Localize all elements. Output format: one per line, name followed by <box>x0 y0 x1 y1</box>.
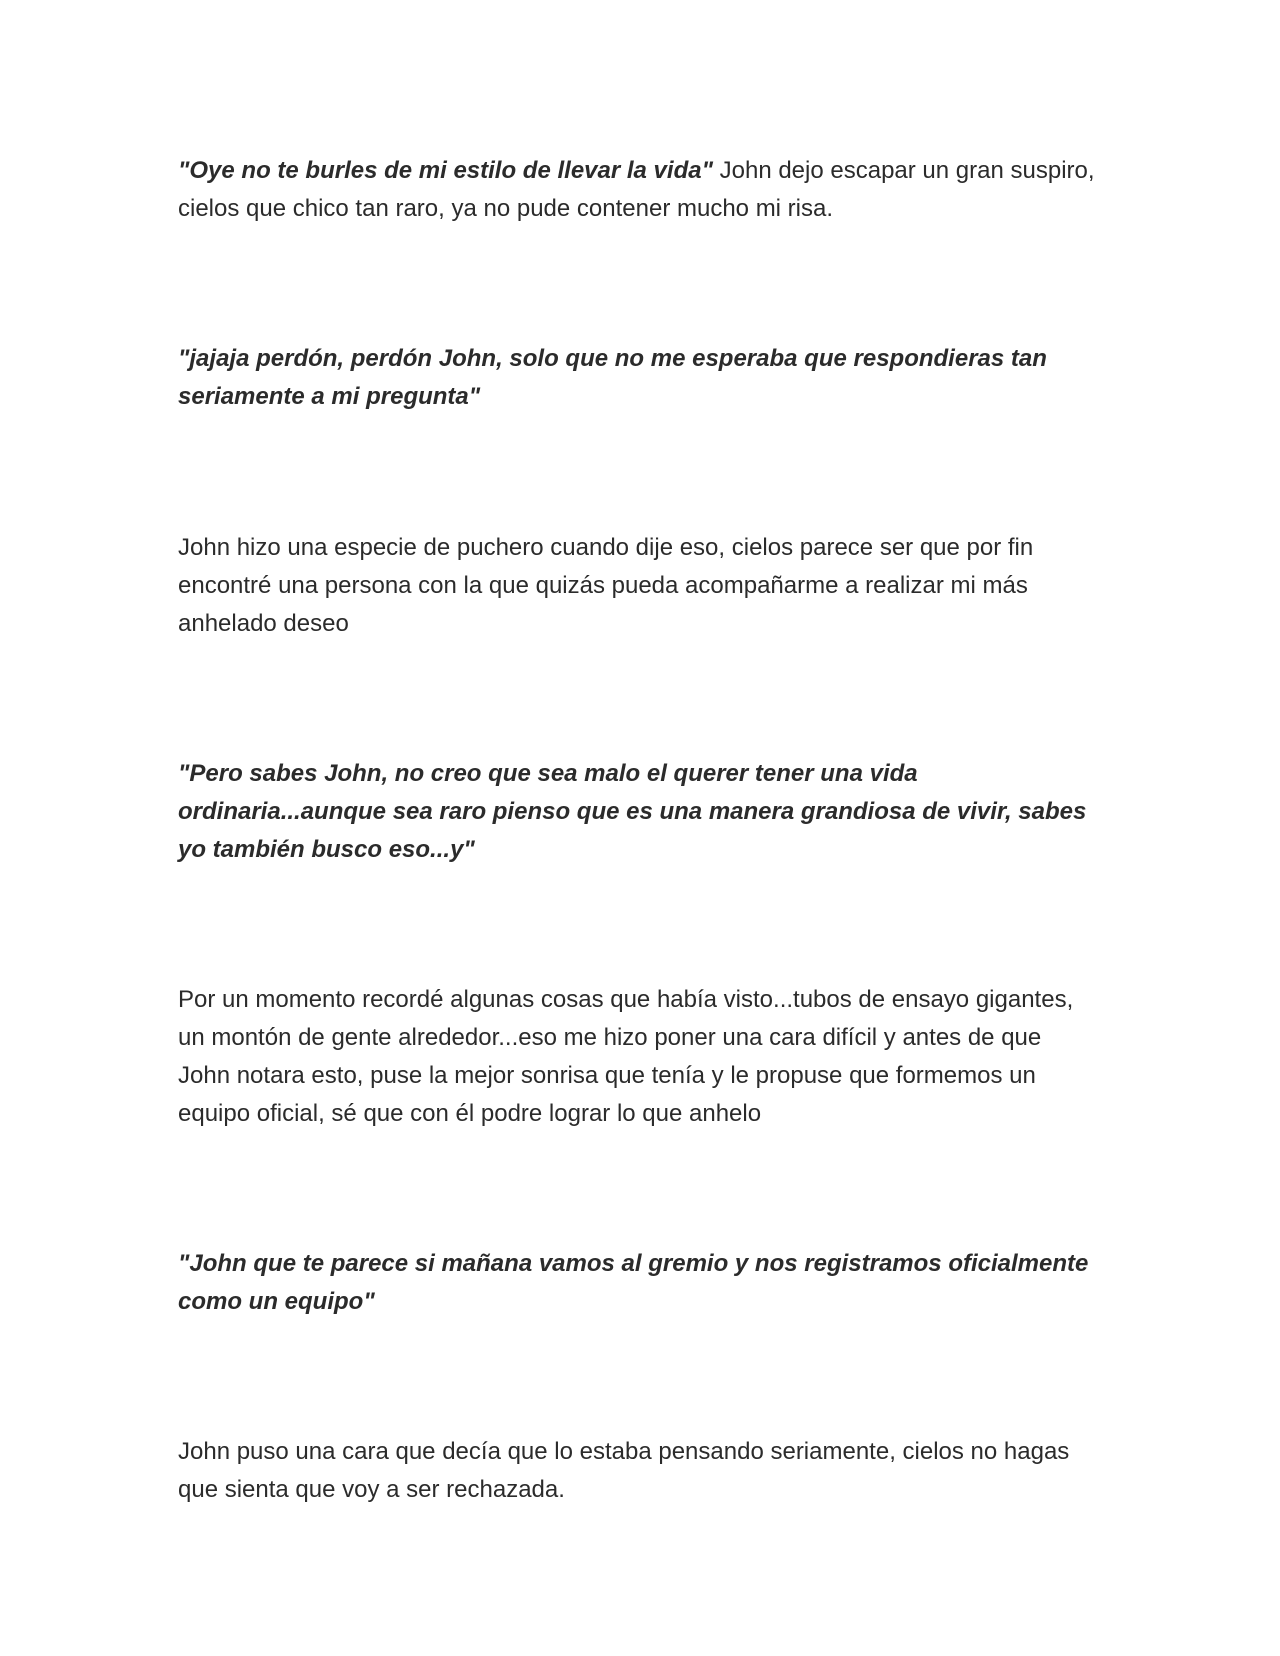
paragraph-6-dialogue: "John que te parece si mañana vamos al gremio y nos registramos oficialmente como un equipo" <box>178 1250 1089 1315</box>
dialogue-quote: "Oye no te burles de mi estilo de llevar la vida" <box>178 157 713 184</box>
paragraph-3-narration: John hizo una especie de puchero cuando dije eso, cielos parece ser que por fin encontré una persona con la que quizás pueda acompañarme a realizar mi más anhelado deseo <box>178 534 1034 637</box>
paragraph-7-narration: John puso una cara que decía que lo estaba pensando seriamente, cielos no hagas que sienta que voy a ser rechazada. <box>178 1438 1070 1503</box>
paragraph-1 <box>178 152 1098 228</box>
paragraph-2-dialogue: "jajaja perdón, perdón John, solo que no me esperaba que respondieras tan seriamente a mi pregunta" <box>178 345 1047 410</box>
narration-text: John dejo escapar un gran suspiro, cielos que chico tan raro, ya no pude contener mucho mi risa. <box>178 157 1095 222</box>
paragraph-5-narration: Por un momento recordé algunas cosas que había visto...tubos de ensayo gigantes, un montón de gente alrededor...eso me hizo poner una cara difícil y antes de que John notara esto, puse la mejor sonrisa que tenía y le propuse que formemos un equipo oficial, sé que con él podre lograr lo que anhelo <box>178 986 1074 1127</box>
paragraph-4-dialogue: "Pero sabes John, no creo que sea malo el querer tener una vida ordinaria...aunque sea raro pienso que es una manera grandiosa de vivir, sabes yo también busco eso...y" <box>178 760 1087 863</box>
